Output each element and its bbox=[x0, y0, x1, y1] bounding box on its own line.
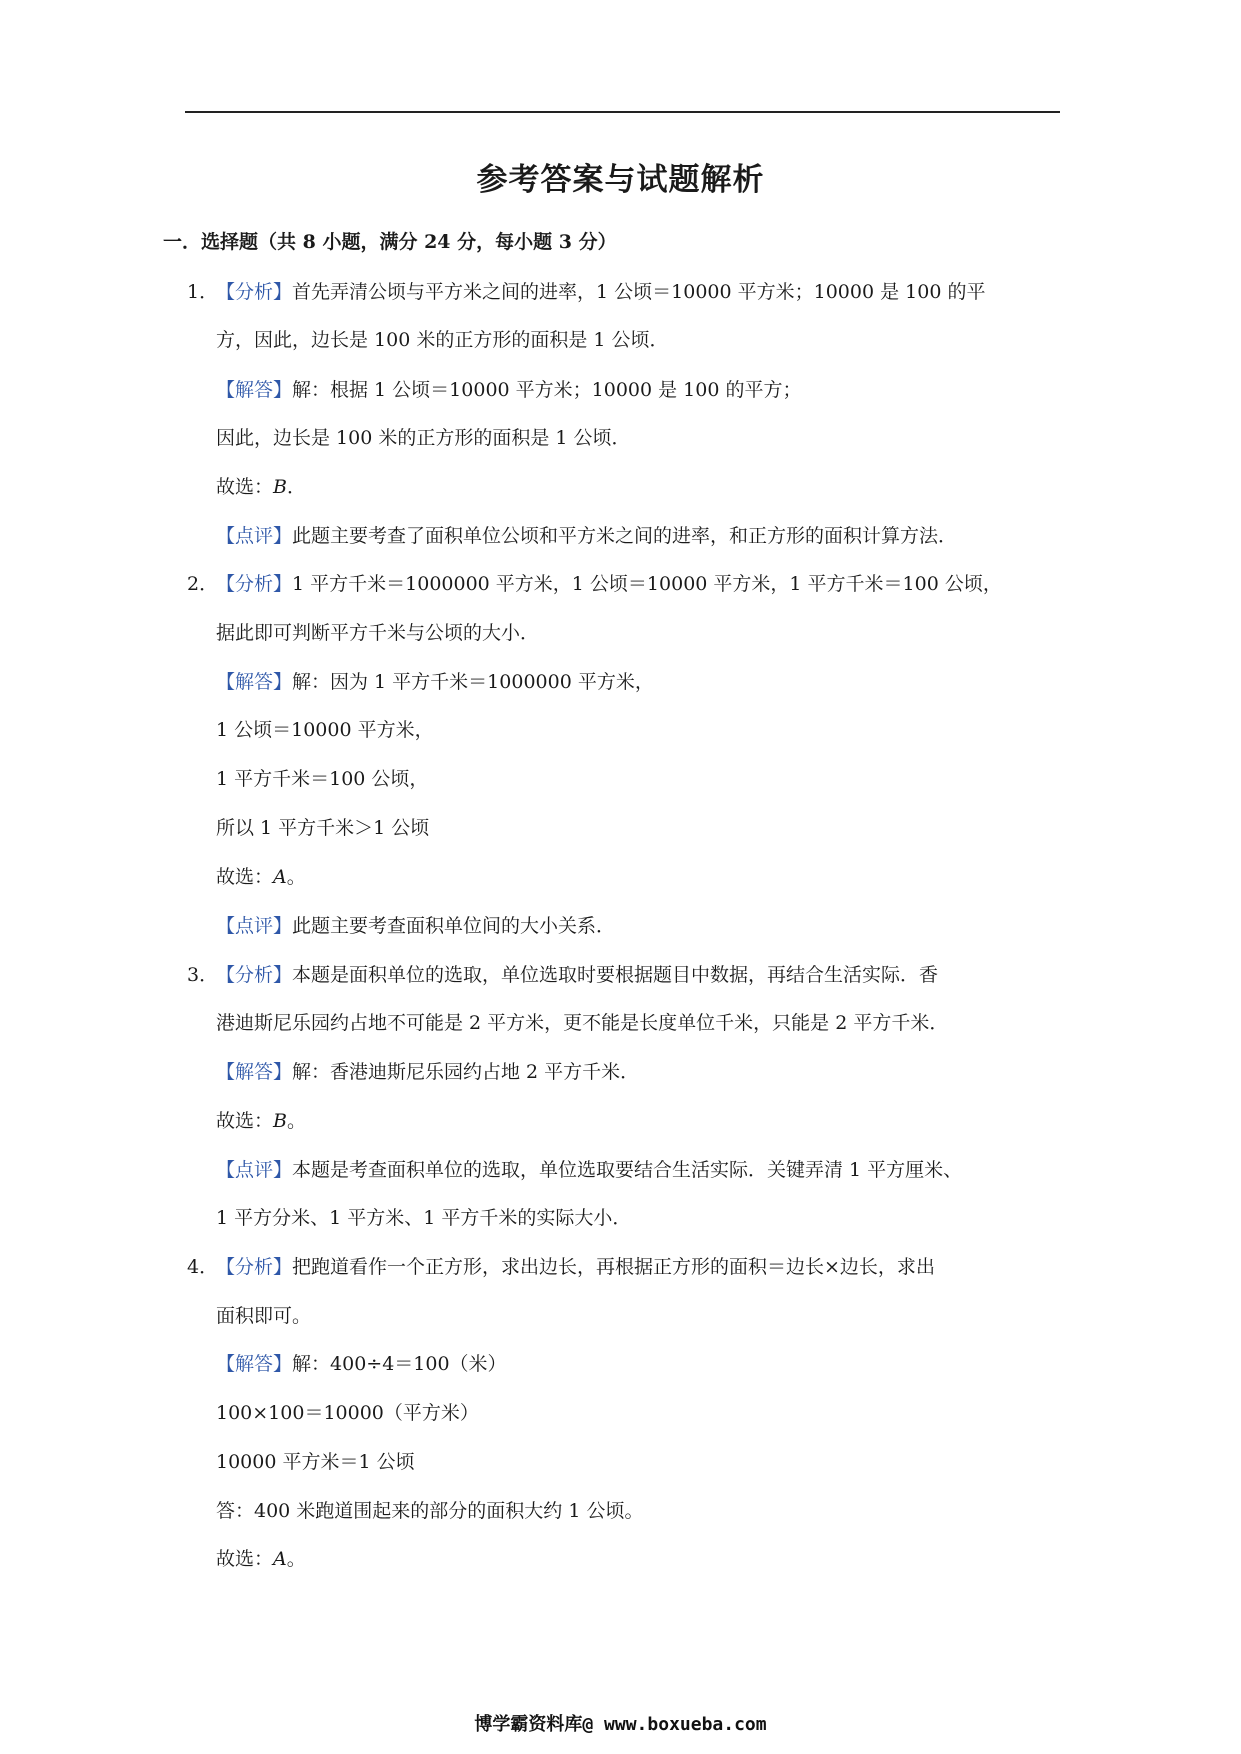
answer-line: 10000 平方米＝1 公顷 bbox=[216, 1451, 415, 1473]
choice-letter: A bbox=[273, 1548, 287, 1570]
answer-line bbox=[216, 1058, 639, 1086]
analysis-tag: 【分析】 bbox=[216, 1256, 293, 1278]
footer-watermark: 博学霸资料库@ www.boxueba.com bbox=[474, 1714, 767, 1735]
analysis-line: 面积即可。 bbox=[216, 1305, 312, 1327]
answer-line: 因此，边长是 100 米的正方形的面积是 1 公顷． bbox=[216, 427, 631, 449]
comment-text: 此题主要考查了面积单位公顷和平方米之间的进率，和正方形的面积计算方法． bbox=[292, 525, 958, 547]
analysis-text: 把跑道看作一个正方形，求出边长，再根据正方形的面积＝边长×边长，求出 bbox=[292, 1256, 935, 1278]
analysis-tag: 【分析】 bbox=[216, 964, 293, 986]
analysis-line: 港迪斯尼乐园约占地不可能是 2 平方米，更不能是长度单位千米，只能是 2 平方千米． bbox=[216, 1012, 949, 1034]
answer-line: 1 平方千米＝100 公顷， bbox=[216, 768, 429, 790]
answer-tag: 【解答】 bbox=[216, 671, 293, 693]
choice-line: 故选：B． bbox=[216, 476, 306, 498]
comment-tag: 【点评】 bbox=[216, 525, 293, 547]
analysis-line bbox=[216, 1253, 935, 1281]
header-rule bbox=[185, 111, 1060, 113]
analysis-text: 本题是面积单位的选取，单位选取时要根据题目中数据，再结合生活实际．香 bbox=[292, 964, 939, 986]
answer-tag: 【解答】 bbox=[216, 1353, 293, 1375]
answer-line bbox=[216, 1350, 507, 1378]
analysis-line bbox=[216, 570, 1002, 598]
comment-line: 1 平方分米、1 平方米、1 平方千米的实际大小． bbox=[216, 1207, 632, 1229]
answer-line bbox=[216, 668, 654, 696]
question-number: 3． bbox=[187, 964, 219, 986]
answer-tag: 【解答】 bbox=[216, 1061, 293, 1083]
question-number: 1． bbox=[187, 281, 219, 303]
section-heading: 一．选择题（共 8 小题，满分 24 分，每小题 3 分） bbox=[163, 231, 617, 253]
analysis-line: 据此即可判断平方千米与公顷的大小． bbox=[216, 622, 540, 644]
analysis-line: 方，因此，边长是 100 米的正方形的面积是 1 公顷． bbox=[216, 329, 669, 351]
answer-line: 答：400 米跑道围起来的部分的面积大约 1 公顷。 bbox=[216, 1500, 644, 1522]
choice-letter: B bbox=[273, 476, 287, 498]
analysis-tag: 【分析】 bbox=[216, 281, 293, 303]
answer-text: 解：香港迪斯尼乐园约占地 2 平方千米． bbox=[292, 1061, 640, 1083]
page-title: 参考答案与试题解析 bbox=[476, 162, 765, 198]
comment-tag: 【点评】 bbox=[216, 915, 293, 937]
analysis-tag: 【分析】 bbox=[216, 573, 293, 595]
comment-text: 此题主要考查面积单位间的大小关系． bbox=[292, 915, 616, 937]
answer-line: 1 公顷＝10000 平方米， bbox=[216, 719, 434, 741]
choice-line: 故选：B。 bbox=[216, 1110, 306, 1132]
question-number: 2． bbox=[187, 573, 219, 595]
question-number: 4． bbox=[187, 1256, 219, 1278]
answer-text: 解：因为 1 平方千米＝1000000 平方米， bbox=[292, 671, 654, 693]
comment-line bbox=[216, 1156, 962, 1184]
analysis-line bbox=[216, 961, 938, 989]
comment-text: 本题是考查面积单位的选取，单位选取要结合生活实际．关键弄清 1 平方厘米、 bbox=[292, 1159, 963, 1181]
answer-text: 解：根据 1 公顷＝10000 平方米；10000 是 100 的平方； bbox=[292, 379, 802, 401]
choice-line: 故选：A。 bbox=[216, 866, 306, 888]
analysis-text: 首先弄清公顷与平方米之间的进率，1 公顷＝10000 平方米；10000 是 100 的平 bbox=[292, 281, 986, 303]
choice-line: 故选：A。 bbox=[216, 1548, 306, 1570]
analysis-text: 1 平方千米＝1000000 平方米，1 公顷＝10000 平方米，1 平方千米＝100 公顷， bbox=[292, 573, 1002, 595]
answer-text: 解：400÷4＝100（米） bbox=[292, 1353, 507, 1375]
choice-letter: B bbox=[273, 1110, 287, 1132]
choice-letter: A bbox=[273, 866, 287, 888]
analysis-line bbox=[216, 278, 985, 306]
answer-line: 所以 1 平方千米＞1 公顷 bbox=[216, 817, 430, 839]
comment-tag: 【点评】 bbox=[216, 1159, 293, 1181]
comment-line bbox=[216, 912, 615, 940]
answer-tag: 【解答】 bbox=[216, 379, 293, 401]
comment-line bbox=[216, 522, 957, 550]
answer-line bbox=[216, 376, 802, 404]
answer-line: 100×100＝10000（平方米） bbox=[216, 1402, 479, 1424]
